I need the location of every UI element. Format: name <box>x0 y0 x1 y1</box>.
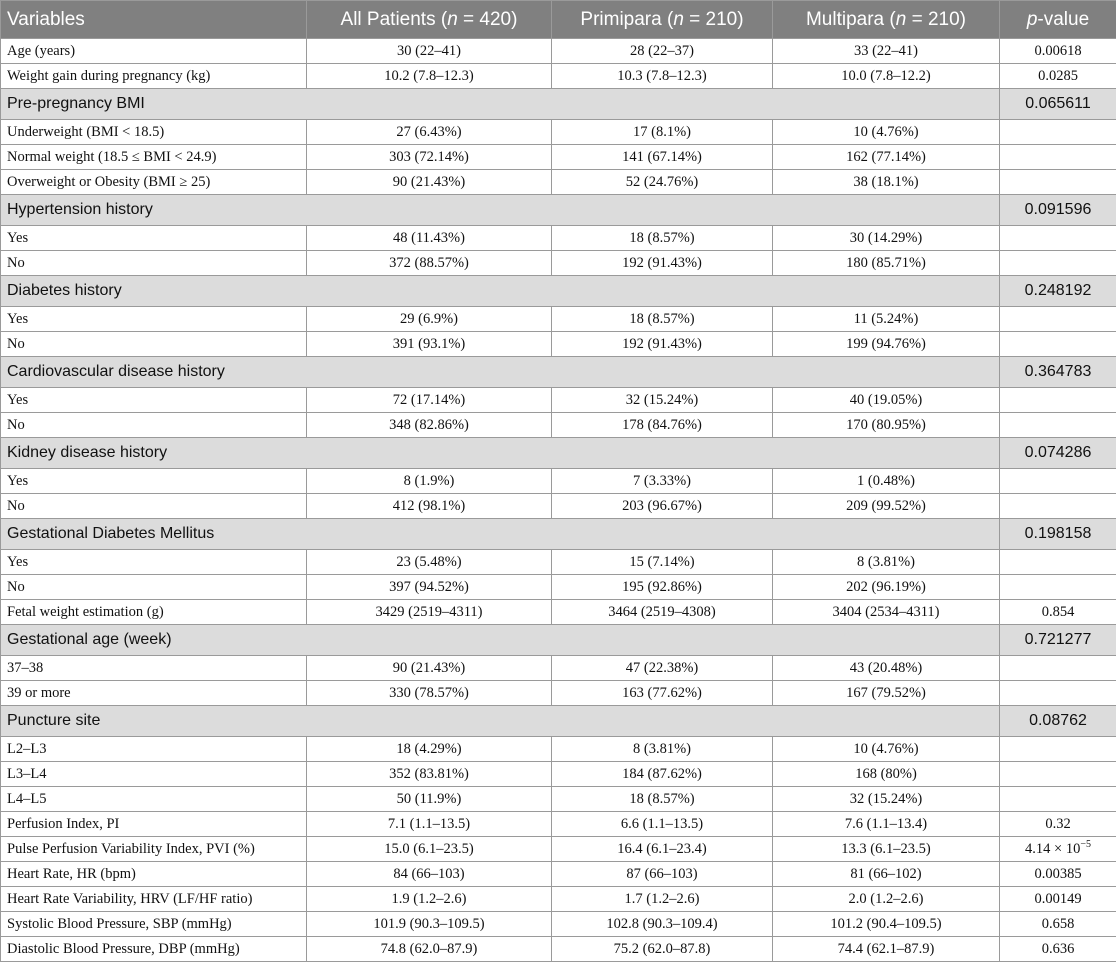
cell-all-patients: 15.0 (6.1–23.5) <box>307 837 552 862</box>
row-label: Overweight or Obesity (BMI ≥ 25) <box>1 170 307 195</box>
cell-multipara: 11 (5.24%) <box>773 307 1000 332</box>
cell-all-patients: 1.9 (1.2–2.6) <box>307 887 552 912</box>
cell-all-patients: 23 (5.48%) <box>307 550 552 575</box>
cell-multipara: 180 (85.71%) <box>773 251 1000 276</box>
section-header-row <box>1 625 1116 656</box>
table-row <box>1 887 1116 912</box>
section-header-row <box>1 89 1116 120</box>
row-label: No <box>1 575 307 600</box>
cell-multipara: 10 (4.76%) <box>773 737 1000 762</box>
table-row <box>1 64 1116 89</box>
section-header-row <box>1 357 1116 388</box>
cell-all-patients: 303 (72.14%) <box>307 145 552 170</box>
cell-primipara: 17 (8.1%) <box>552 120 773 145</box>
cell-primipara: 47 (22.38%) <box>552 656 773 681</box>
cell-p-value: 0.00149 <box>1000 887 1116 912</box>
section-p-value: 0.248192 <box>1000 276 1116 307</box>
cell-primipara: 195 (92.86%) <box>552 575 773 600</box>
header-multipara: Multipara (n = 210) <box>773 1 1000 39</box>
table-row <box>1 837 1116 862</box>
table-row <box>1 812 1116 837</box>
row-label: No <box>1 251 307 276</box>
section-p-value: 0.08762 <box>1000 706 1116 737</box>
table-row <box>1 600 1116 625</box>
cell-p-value <box>1000 656 1116 681</box>
cell-multipara: 43 (20.48%) <box>773 656 1000 681</box>
cell-primipara: 16.4 (6.1–23.4) <box>552 837 773 862</box>
cell-multipara: 30 (14.29%) <box>773 226 1000 251</box>
cell-all-patients: 74.8 (62.0–87.9) <box>307 937 552 962</box>
section-label: Diabetes history <box>1 276 1000 307</box>
row-label: Yes <box>1 307 307 332</box>
cell-primipara: 1.7 (1.2–2.6) <box>552 887 773 912</box>
cell-p-value <box>1000 413 1116 438</box>
cell-p-value <box>1000 494 1116 519</box>
row-label: Weight gain during pregnancy (kg) <box>1 64 307 89</box>
cell-multipara: 33 (22–41) <box>773 39 1000 64</box>
row-label: Underweight (BMI < 18.5) <box>1 120 307 145</box>
cell-multipara: 2.0 (1.2–2.6) <box>773 887 1000 912</box>
section-p-value: 0.198158 <box>1000 519 1116 550</box>
cell-all-patients: 330 (78.57%) <box>307 681 552 706</box>
cell-all-patients: 3429 (2519–4311) <box>307 600 552 625</box>
row-label: 37–38 <box>1 656 307 681</box>
cell-primipara: 192 (91.43%) <box>552 332 773 357</box>
row-label: No <box>1 494 307 519</box>
cell-all-patients: 50 (11.9%) <box>307 787 552 812</box>
row-label: Perfusion Index, PI <box>1 812 307 837</box>
cell-primipara: 184 (87.62%) <box>552 762 773 787</box>
table-row <box>1 787 1116 812</box>
cell-multipara: 162 (77.14%) <box>773 145 1000 170</box>
cell-p-value <box>1000 762 1116 787</box>
table-row <box>1 251 1116 276</box>
header-all-patients: All Patients (n = 420) <box>307 1 552 39</box>
section-header-row <box>1 519 1116 550</box>
table-row <box>1 39 1116 64</box>
cell-primipara: 52 (24.76%) <box>552 170 773 195</box>
cell-p-value <box>1000 681 1116 706</box>
section-p-value: 0.364783 <box>1000 357 1116 388</box>
cell-p-value <box>1000 575 1116 600</box>
cell-all-patients: 48 (11.43%) <box>307 226 552 251</box>
cell-all-patients: 352 (83.81%) <box>307 762 552 787</box>
header-row <box>1 1 1116 39</box>
cell-p-value <box>1000 737 1116 762</box>
table-row <box>1 413 1116 438</box>
row-label: Diastolic Blood Pressure, DBP (mmHg) <box>1 937 307 962</box>
cell-multipara: 202 (96.19%) <box>773 575 1000 600</box>
row-label: Heart Rate Variability, HRV (LF/HF ratio) <box>1 887 307 912</box>
section-p-value: 0.065611 <box>1000 89 1116 120</box>
row-label: Age (years) <box>1 39 307 64</box>
cell-primipara: 192 (91.43%) <box>552 251 773 276</box>
row-label: Systolic Blood Pressure, SBP (mmHg) <box>1 912 307 937</box>
cell-multipara: 10.0 (7.8–12.2) <box>773 64 1000 89</box>
cell-primipara: 15 (7.14%) <box>552 550 773 575</box>
cell-all-patients: 90 (21.43%) <box>307 656 552 681</box>
cell-multipara: 74.4 (62.1–87.9) <box>773 937 1000 962</box>
table-row <box>1 307 1116 332</box>
cell-p-value <box>1000 226 1116 251</box>
cell-all-patients: 10.2 (7.8–12.3) <box>307 64 552 89</box>
cell-primipara: 178 (84.76%) <box>552 413 773 438</box>
cell-p-value <box>1000 787 1116 812</box>
table-row <box>1 332 1116 357</box>
section-p-value: 0.074286 <box>1000 438 1116 469</box>
cell-primipara: 10.3 (7.8–12.3) <box>552 64 773 89</box>
header-primipara: Primipara (n = 210) <box>552 1 773 39</box>
cell-p-value <box>1000 332 1116 357</box>
table-row <box>1 737 1116 762</box>
cell-primipara: 87 (66–103) <box>552 862 773 887</box>
cell-multipara: 3404 (2534–4311) <box>773 600 1000 625</box>
cell-multipara: 40 (19.05%) <box>773 388 1000 413</box>
cell-multipara: 81 (66–102) <box>773 862 1000 887</box>
cell-primipara: 141 (67.14%) <box>552 145 773 170</box>
cell-multipara: 8 (3.81%) <box>773 550 1000 575</box>
row-label: Yes <box>1 469 307 494</box>
table-row <box>1 170 1116 195</box>
section-header-row <box>1 195 1116 226</box>
cell-p-value: 0.854 <box>1000 600 1116 625</box>
table-body <box>1 39 1116 962</box>
row-label: Normal weight (18.5 ≤ BMI < 24.9) <box>1 145 307 170</box>
row-label: L3–L4 <box>1 762 307 787</box>
cell-p-value: 0.636 <box>1000 937 1116 962</box>
cell-p-value: 0.00618 <box>1000 39 1116 64</box>
cell-multipara: 170 (80.95%) <box>773 413 1000 438</box>
table-row <box>1 226 1116 251</box>
table-row <box>1 388 1116 413</box>
cell-primipara: 6.6 (1.1–13.5) <box>552 812 773 837</box>
cell-all-patients: 90 (21.43%) <box>307 170 552 195</box>
cell-all-patients: 397 (94.52%) <box>307 575 552 600</box>
cell-primipara: 75.2 (62.0–87.8) <box>552 937 773 962</box>
section-label: Gestational Diabetes Mellitus <box>1 519 1000 550</box>
row-label: L4–L5 <box>1 787 307 812</box>
cell-all-patients: 412 (98.1%) <box>307 494 552 519</box>
cell-primipara: 102.8 (90.3–109.4) <box>552 912 773 937</box>
section-label: Kidney disease history <box>1 438 1000 469</box>
table-row <box>1 862 1116 887</box>
section-label: Puncture site <box>1 706 1000 737</box>
cell-multipara: 199 (94.76%) <box>773 332 1000 357</box>
table-row <box>1 145 1116 170</box>
cell-all-patients: 84 (66–103) <box>307 862 552 887</box>
cell-all-patients: 72 (17.14%) <box>307 388 552 413</box>
table-row <box>1 494 1116 519</box>
cell-p-value <box>1000 170 1116 195</box>
cell-p-value <box>1000 120 1116 145</box>
header-p-value: p-value <box>1000 1 1116 39</box>
cell-primipara: 8 (3.81%) <box>552 737 773 762</box>
cell-all-patients: 27 (6.43%) <box>307 120 552 145</box>
cell-multipara: 7.6 (1.1–13.4) <box>773 812 1000 837</box>
table-row <box>1 912 1116 937</box>
section-p-value: 0.091596 <box>1000 195 1116 226</box>
section-label: Pre-pregnancy BMI <box>1 89 1000 120</box>
section-label: Gestational age (week) <box>1 625 1000 656</box>
cell-all-patients: 7.1 (1.1–13.5) <box>307 812 552 837</box>
cell-primipara: 163 (77.62%) <box>552 681 773 706</box>
cell-all-patients: 18 (4.29%) <box>307 737 552 762</box>
cell-all-patients: 391 (93.1%) <box>307 332 552 357</box>
section-label: Cardiovascular disease history <box>1 357 1000 388</box>
cell-all-patients: 8 (1.9%) <box>307 469 552 494</box>
cell-p-value <box>1000 469 1116 494</box>
cell-p-value: 0.0285 <box>1000 64 1116 89</box>
cell-primipara: 18 (8.57%) <box>552 226 773 251</box>
row-label: Fetal weight estimation (g) <box>1 600 307 625</box>
cell-all-patients: 30 (22–41) <box>307 39 552 64</box>
cell-primipara: 18 (8.57%) <box>552 307 773 332</box>
section-p-value: 0.721277 <box>1000 625 1116 656</box>
row-label: No <box>1 413 307 438</box>
row-label: 39 or more <box>1 681 307 706</box>
cell-multipara: 10 (4.76%) <box>773 120 1000 145</box>
section-label: Hypertension history <box>1 195 1000 226</box>
section-header-row <box>1 438 1116 469</box>
table-row <box>1 937 1116 962</box>
cell-all-patients: 29 (6.9%) <box>307 307 552 332</box>
cell-p-value: 0.00385 <box>1000 862 1116 887</box>
cell-all-patients: 101.9 (90.3–109.5) <box>307 912 552 937</box>
cell-all-patients: 348 (82.86%) <box>307 413 552 438</box>
cell-primipara: 203 (96.67%) <box>552 494 773 519</box>
row-label: Yes <box>1 388 307 413</box>
cell-p-value <box>1000 251 1116 276</box>
row-label: Heart Rate, HR (bpm) <box>1 862 307 887</box>
cell-p-value <box>1000 145 1116 170</box>
table-row <box>1 550 1116 575</box>
cell-multipara: 32 (15.24%) <box>773 787 1000 812</box>
row-label: Yes <box>1 550 307 575</box>
table-row <box>1 120 1116 145</box>
table-row <box>1 656 1116 681</box>
cell-multipara: 38 (18.1%) <box>773 170 1000 195</box>
table-row <box>1 469 1116 494</box>
cell-multipara: 101.2 (90.4–109.5) <box>773 912 1000 937</box>
section-header-row <box>1 276 1116 307</box>
cell-multipara: 168 (80%) <box>773 762 1000 787</box>
cell-multipara: 13.3 (6.1–23.5) <box>773 837 1000 862</box>
row-label: No <box>1 332 307 357</box>
cell-multipara: 1 (0.48%) <box>773 469 1000 494</box>
table-row <box>1 762 1116 787</box>
table-row <box>1 575 1116 600</box>
table-row <box>1 681 1116 706</box>
cell-p-value <box>1000 550 1116 575</box>
row-label: L2–L3 <box>1 737 307 762</box>
row-label: Pulse Perfusion Variability Index, PVI (%) <box>1 837 307 862</box>
cell-primipara: 18 (8.57%) <box>552 787 773 812</box>
cell-multipara: 209 (99.52%) <box>773 494 1000 519</box>
table-header <box>1 1 1116 39</box>
cell-p-value <box>1000 307 1116 332</box>
cell-p-value <box>1000 388 1116 413</box>
cell-all-patients: 372 (88.57%) <box>307 251 552 276</box>
cell-multipara: 167 (79.52%) <box>773 681 1000 706</box>
cell-primipara: 28 (22–37) <box>552 39 773 64</box>
header-variables: Variables <box>1 1 307 39</box>
cell-primipara: 3464 (2519–4308) <box>552 600 773 625</box>
cell-primipara: 32 (15.24%) <box>552 388 773 413</box>
cell-p-value: 0.32 <box>1000 812 1116 837</box>
row-label: Yes <box>1 226 307 251</box>
cell-p-value: 0.658 <box>1000 912 1116 937</box>
section-header-row <box>1 706 1116 737</box>
cell-p-value: $4.14 \times 10^{-5}$ <box>1000 837 1116 862</box>
cell-primipara: 7 (3.33%) <box>552 469 773 494</box>
